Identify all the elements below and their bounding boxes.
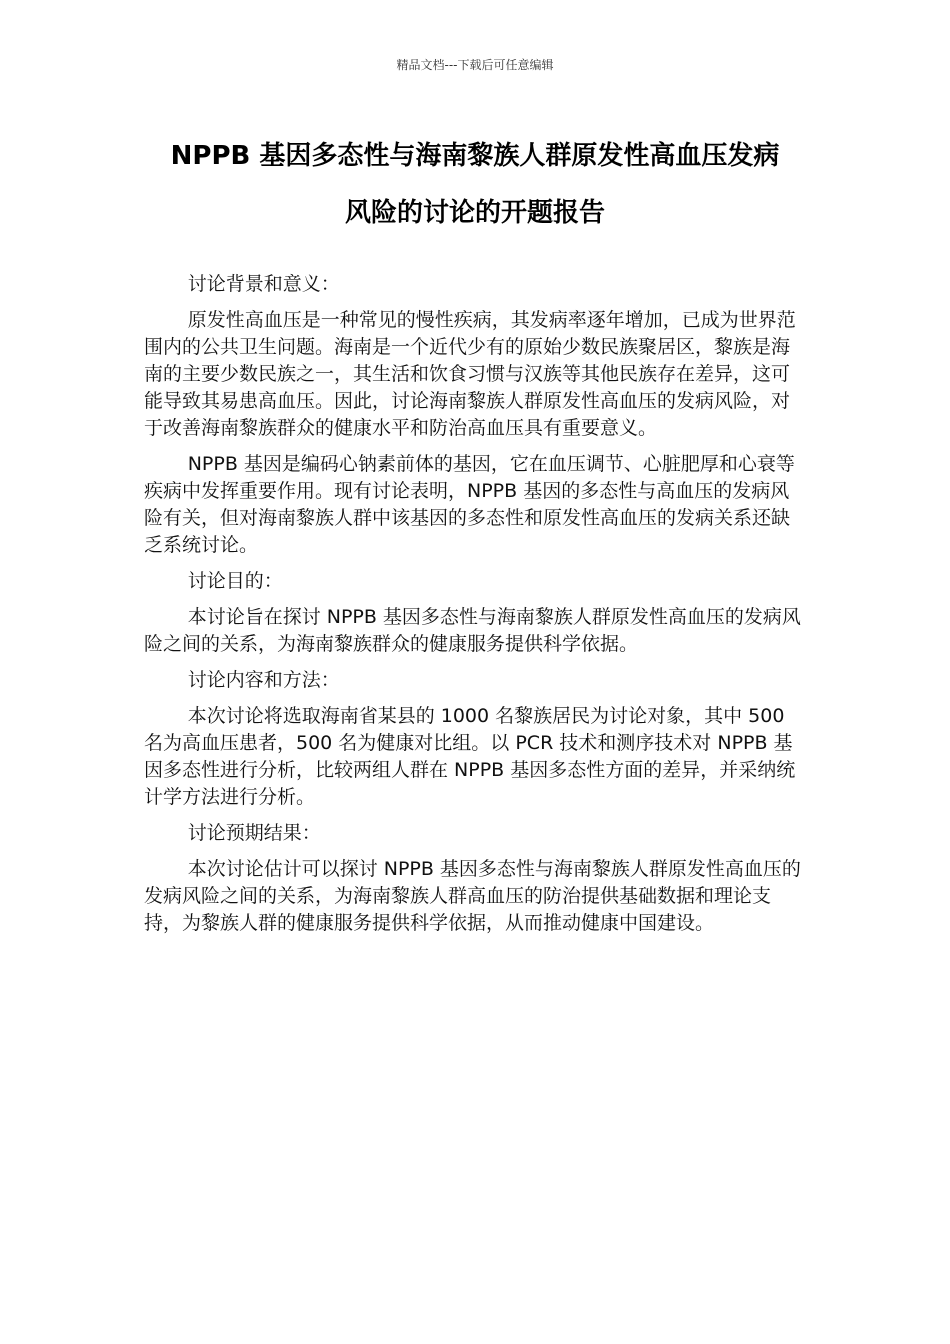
- purpose-heading: 讨论目的：: [187, 570, 283, 592]
- document-title-line-2: 风险的讨论的开题报告: [344, 198, 605, 228]
- background-paragraph-1: 原发性高血压是一种常见的慢性疾病，其发病率逐年增加，已成为世界范围内的公共卫生问题。海南是一个近代少有的原始少数民族聚居区，黎族是海南的主要少数民族之一，其生活和饮食习惯与汉族等其他民族存在差异，这可能导致其易患高血压。因此，讨论海南黎族人群原发性高血压的发病风险，对于改善海南黎族群众的健康水平和防治高血压具有重要意义。: [144, 309, 796, 439]
- background-heading: 讨论背景和意义：: [187, 273, 340, 295]
- results-heading: 讨论预期结果：: [187, 822, 321, 844]
- methods-paragraph: 本次讨论将选取海南省某县的 1000 名黎族居民为讨论对象，其中 500 名为高血压患者，500 名为健康对比组。以 PCR 技术和测序技术对 NPPB 基因多态性进行分析，比较两组人群在 NPPB 基因多态性方面的差异，并采纳统计学方法进行分析。: [144, 705, 796, 808]
- results-paragraph: 本次讨论估计可以探讨 NPPB 基因多态性与海南黎族人群原发性高血压的发病风险之间的关系，为海南黎族人群高血压的防治提供基础数据和理论支持，为黎族人群的健康服务提供科学依据，从而推动健康中国建设。: [144, 858, 801, 934]
- purpose-paragraph: 本讨论旨在探讨 NPPB 基因多态性与海南黎族人群原发性高血压的发病风险之间的关系，为海南黎族群众的健康服务提供科学依据。: [144, 606, 801, 655]
- document-title-line-1: NPPB 基因多态性与海南黎族人群原发性高血压发病: [170, 141, 780, 171]
- background-paragraph-2: NPPB 基因是编码心钠素前体的基因，它在血压调节、心脏肥厚和心衰等疾病中发挥重要作用。现有讨论表明，NPPB 基因的多态性与高血压的发病风险有关，但对海南黎族人群中该基因的多态性和原发性高血压的发病关系还缺乏系统讨论。: [144, 453, 795, 556]
- methods-heading: 讨论内容和方法：: [187, 669, 340, 691]
- page-header: 精品文档---下载后可任意编辑: [396, 58, 554, 72]
- document-body: [144, 271, 806, 946]
